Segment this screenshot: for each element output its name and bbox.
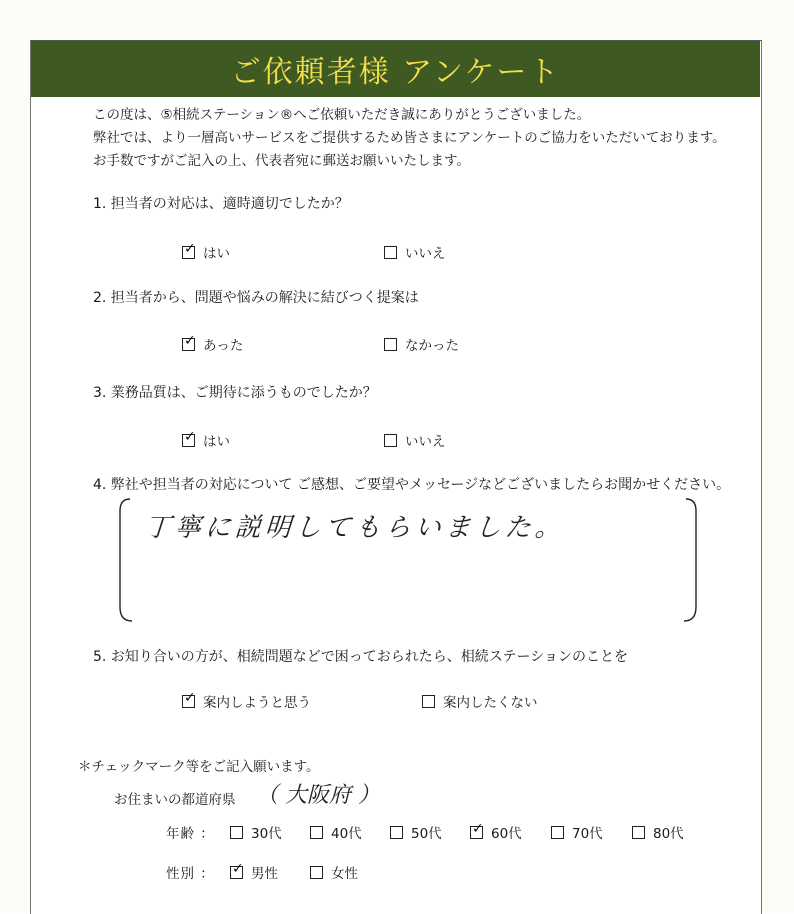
prefecture-value: （ 大阪府 ） <box>256 783 380 808</box>
q5-option-yes[interactable] <box>182 691 311 711</box>
question-5: 5. お知り合いの方が、相続問題などで困っておられたら、相続ステーションのことを <box>93 649 628 665</box>
check-mark-icon: ✓ <box>184 240 196 257</box>
option-label: 案内したくない <box>443 695 538 711</box>
check-mark-icon: ✓ <box>472 820 484 837</box>
checkbox[interactable] <box>422 695 435 708</box>
checkbox[interactable] <box>384 246 397 259</box>
q1-option-yes[interactable] <box>182 242 230 262</box>
prefecture-label: お住まいの都道府県 <box>114 792 236 808</box>
question-2: 2. 担当者から、問題や悩みの解決に結びつく提案は <box>93 290 419 306</box>
checkbox[interactable] <box>551 826 564 839</box>
gender-option-female[interactable] <box>310 862 358 882</box>
checkbox[interactable] <box>632 826 645 839</box>
check-mark-icon: ✓ <box>232 860 244 877</box>
intro-text <box>93 104 726 173</box>
question-3: 3. 業務品質は、ご期待に添うものでしたか？ <box>93 385 377 401</box>
option-label: いいえ <box>405 434 446 450</box>
q1-option-no[interactable] <box>384 242 446 262</box>
intro-line: この度は、⑤相続ステーション®へご依頼いただき誠にありがとうございました。 <box>93 107 591 123</box>
checkbox[interactable] <box>182 428 196 447</box>
checkbox[interactable] <box>390 826 403 839</box>
option-label: あった <box>203 338 244 354</box>
option-label: 70代 <box>572 826 603 842</box>
intro-line: お手数ですがご記入の上、代表者宛に郵送お願いいたします。 <box>93 153 470 169</box>
option-label: 80代 <box>653 826 684 842</box>
q2-option-no[interactable] <box>384 334 459 354</box>
checkbox[interactable] <box>310 826 323 839</box>
q3-option-no[interactable] <box>384 430 446 450</box>
note-text: ＊チェックマーク等をご記入願います。 <box>78 759 320 775</box>
checkbox[interactable] <box>384 338 397 351</box>
age-option-50[interactable] <box>390 822 442 842</box>
q2-option-yes[interactable] <box>182 334 243 354</box>
option-label: はい <box>203 434 230 450</box>
option-label: 案内しようと思う <box>203 695 311 711</box>
age-option-70[interactable] <box>551 822 603 842</box>
age-label: 年齢 ： <box>166 826 215 842</box>
comment-answer: 丁寧に説明してもらいました。 <box>143 513 566 543</box>
age-option-60[interactable] <box>470 822 522 842</box>
option-label: 30代 <box>251 826 282 842</box>
checkbox[interactable] <box>230 826 243 839</box>
option-label: 40代 <box>331 826 362 842</box>
title-bar <box>31 41 760 97</box>
q3-option-yes[interactable] <box>182 430 230 450</box>
age-option-80[interactable] <box>632 822 684 842</box>
gender-option-male[interactable] <box>230 862 278 882</box>
option-label: 50代 <box>411 826 442 842</box>
checkbox[interactable] <box>230 860 244 879</box>
checkbox[interactable] <box>182 240 196 259</box>
gender-label: 性別 ： <box>166 866 215 882</box>
option-label: なかった <box>405 338 459 354</box>
option-label: 男性 <box>251 866 278 882</box>
intro-line: 弊社では、より一層高いサービスをご提供するため皆さまにアンケートのご協力をいただいております。 <box>93 130 726 146</box>
option-label: いいえ <box>405 246 446 262</box>
check-mark-icon: ✓ <box>184 689 196 706</box>
check-mark-icon: ✓ <box>184 428 196 445</box>
checkbox[interactable] <box>384 434 397 447</box>
checkbox[interactable] <box>182 689 196 708</box>
option-label: はい <box>203 246 230 262</box>
question-1: 1. 担当者の対応は、適時適切でしたか？ <box>93 196 349 212</box>
question-4: 4. 弊社や担当者の対応について ご感想、ご要望やメッセージなどございましたらお聞かせください。 <box>93 477 731 493</box>
check-mark-icon: ✓ <box>184 332 196 349</box>
survey-title: ご依頼者様 アンケート <box>230 55 561 90</box>
checkbox[interactable] <box>470 820 484 839</box>
option-label: 60代 <box>491 826 522 842</box>
age-option-40[interactable] <box>310 822 362 842</box>
option-label: 女性 <box>331 866 358 882</box>
checkbox[interactable] <box>182 332 196 351</box>
q5-option-no[interactable] <box>422 691 538 711</box>
age-option-30[interactable] <box>230 822 282 842</box>
checkbox[interactable] <box>310 866 323 879</box>
